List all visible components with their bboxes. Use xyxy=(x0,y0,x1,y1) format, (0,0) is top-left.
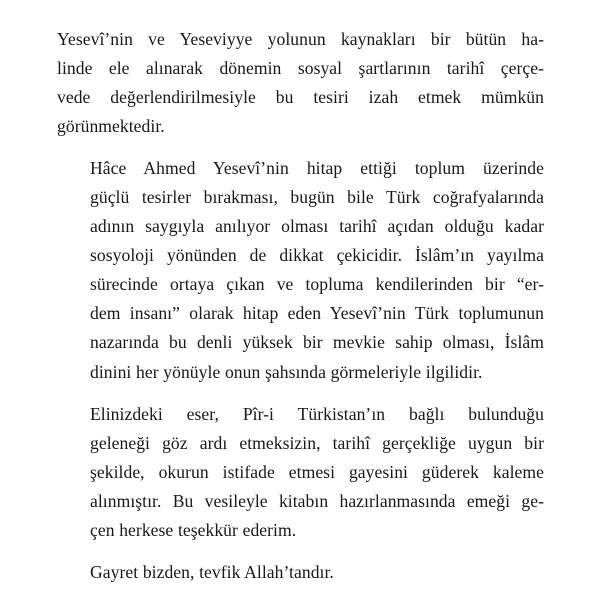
paragraph-2 xyxy=(57,154,544,386)
text-line: sosyoloji yönünden de dikkat çekicidir. İslâm’ın yayılma xyxy=(90,245,544,266)
text-line: Elinizdeki eser, Pîr-i Türkistan’ın bağlı bulunduğu xyxy=(90,403,544,424)
text-line: alınmıştır. Bu vesileyle kitabın hazırlanmasında emeği ge- xyxy=(90,490,544,511)
text-line: dinini her yönüyle onun şahsında görmeleriyle ilgilidir. xyxy=(90,361,483,382)
text-line: geleneği göz ardı etmeksizin, tarihî gerçekliğe uygun bir xyxy=(90,432,544,453)
text-line: Yesevî’nin ve Yeseviyye yolunun kaynakları bir bütün ha- xyxy=(57,29,544,49)
text-line: güçlü tesirler bırakması, bugün bile Türk coğrafyalarında xyxy=(90,187,544,208)
text-line: vede değerlendirilmesiyle bu tesiri izah etmek mümkün xyxy=(57,87,544,108)
text-line: dem insanı” olarak hitap eden Yesevî’nin Türk toplumunun xyxy=(90,303,544,324)
paragraph-1 xyxy=(57,25,544,141)
text-line: Hâce Ahmed Yesevî’nin hitap ettiği toplum üzerinde xyxy=(90,158,544,179)
text-line: sürecinde ortaya çıkan ve topluma kendilerinden bir “er- xyxy=(90,274,544,295)
paragraph-3 xyxy=(57,400,544,545)
text-line: adının saygıyla anılıyor olması tarihî açıdan olduğu kadar xyxy=(90,216,544,237)
text-line: nazarında bu denli yüksek bir mevkie sahip olması, İslâm xyxy=(90,332,544,353)
text-line: görünmektedir. xyxy=(57,116,165,137)
text-line: şekilde, okurun istifade etmesi gayesini güderek kaleme xyxy=(90,461,544,482)
text-line: linde ele alınarak dönemin sosyal şartlarının tarihî çerçe- xyxy=(57,58,544,79)
body-text-block xyxy=(57,25,544,587)
text-line: çen herkese teşekkür ederim. xyxy=(90,519,297,540)
text-line: Gayret bizden, tevfik Allah’tandır. xyxy=(90,561,334,582)
paragraph-4 xyxy=(57,558,544,587)
